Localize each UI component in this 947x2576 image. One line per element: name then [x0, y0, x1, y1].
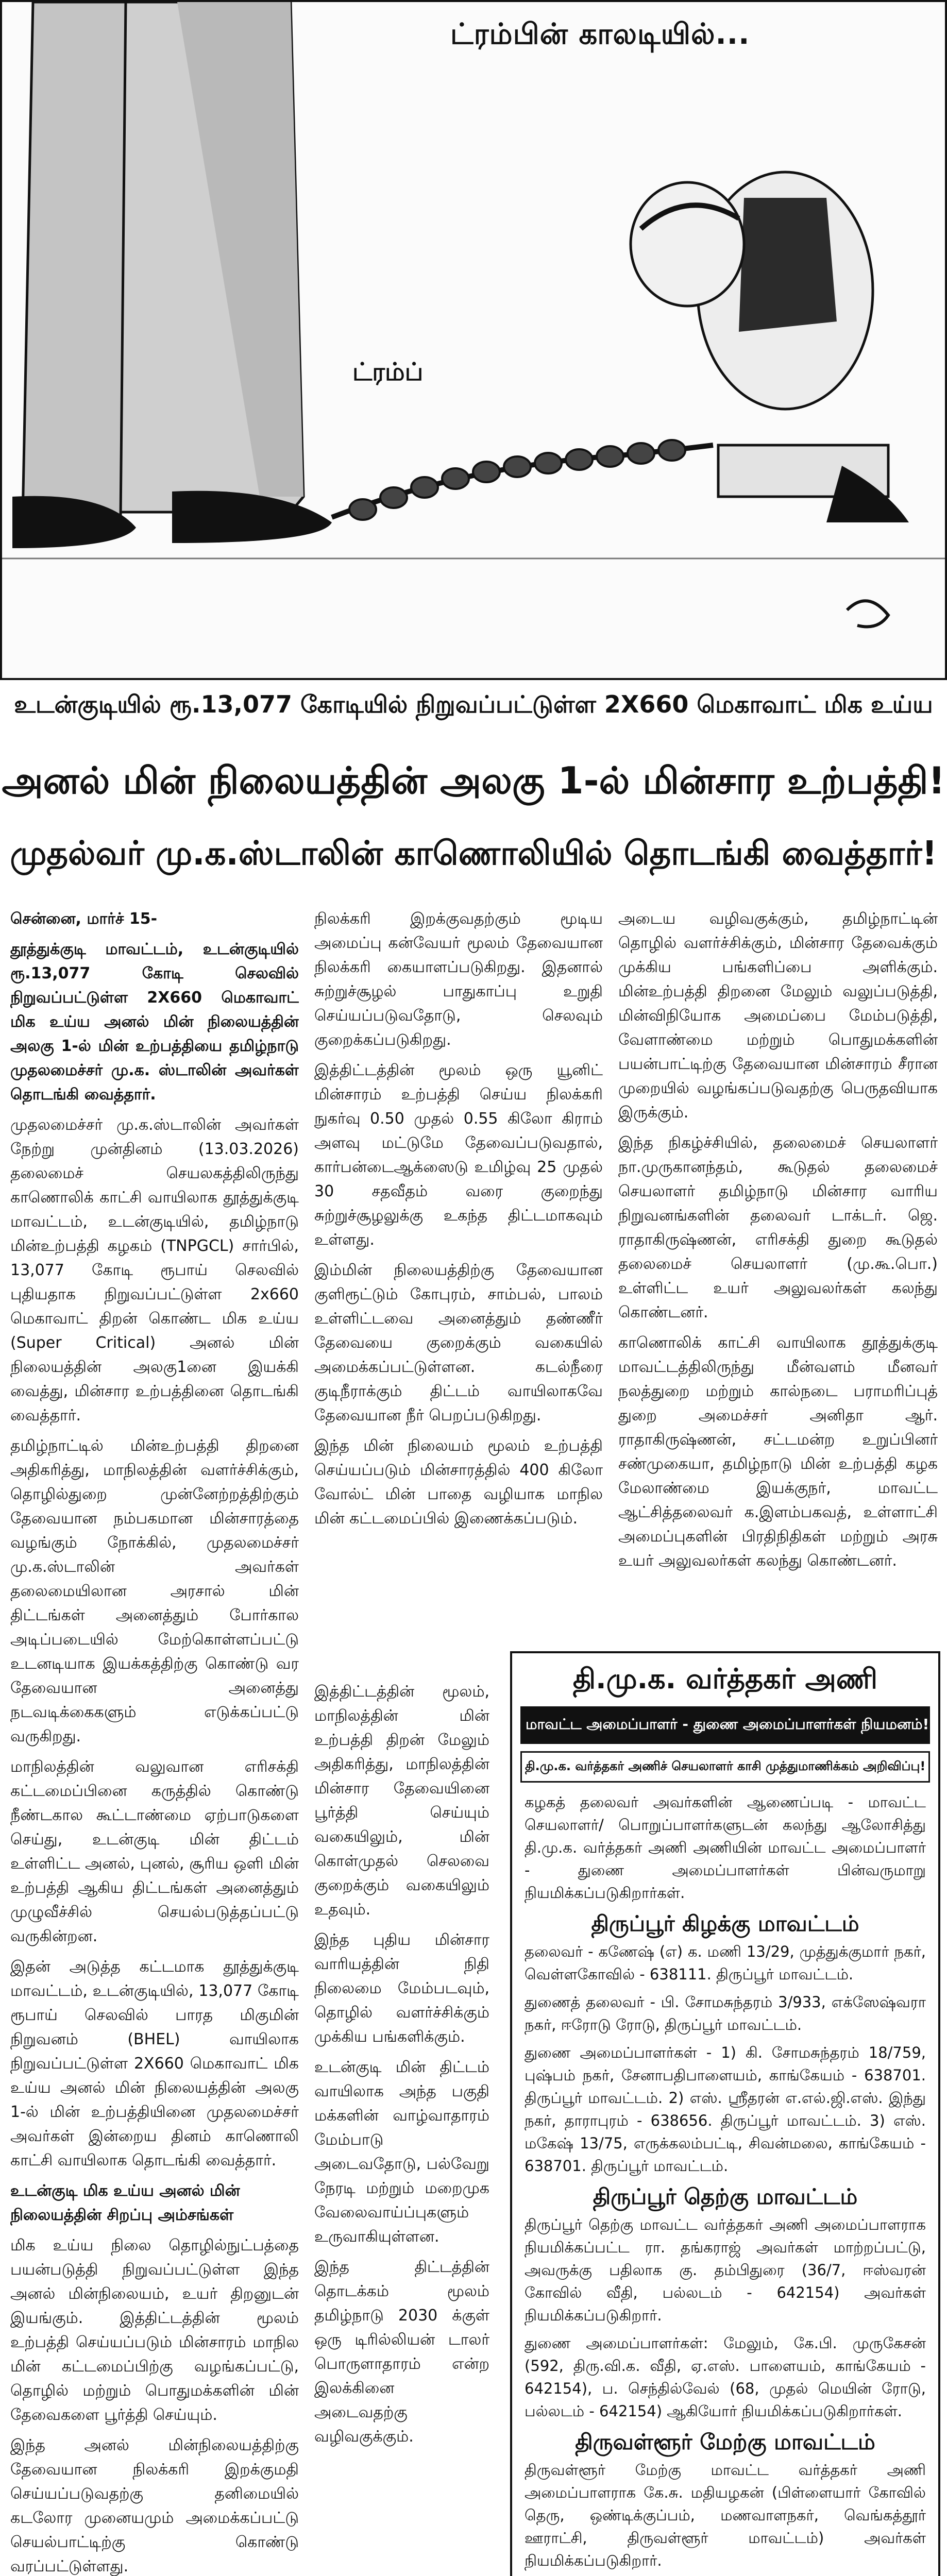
article-paragraph: இந்த நிகழ்ச்சியில், தலைமைச் செயலாளர் நா.முருகானந்தம், கூடுதல் தலைமைச் செயலாளர் தமிழ்நாடு மின்சார வாரிய நிறுவனங்களின் தலைவர் டாக்டர். ஜெ. ராதாகிருஷ்ணன், எரிசக்தி துறை கூடுதல் தலைமைச் செயலாளர் (மு.கூ.பொ.) உள்ளிட்ட உயர் அலுவலர்கள் கலந்து கொண்டனர். [618, 1134, 938, 1321]
district-heading: திருப்பூர் கிழக்கு மாவட்டம் [591, 1911, 859, 1936]
article-paragraph: உடன்குடி மின் திட்டம் வாயிலாக அந்த பகுதி மக்களின் வாழ்வாதாரம் மேம்பாடு அடைவதோடு, பல்வேறு நேரடி மற்றும் மறைமுக வேலைவாய்ப்புகளும் உருவாகியுள்ளன. [314, 2058, 489, 2246]
kneeling-man-head [631, 182, 744, 306]
district-paragraph: திருவள்ளூர் மேற்கு மாவட்ட வர்த்தகர் அணி அமைப்பாளராக கே.சு. மதியழகன் (பிள்ளையார் கோவில் தெரு, ஒண்டிக்குப்பம், மணவாளநகர், வெங்கத்தூர் ஊராட்சி, திருவள்ளூர் மாவட்டம்) அவர்கள் நியமிக்கப்படுகிறார். [525, 2461, 926, 2569]
article-paragraph: மிக உய்ய நிலை தொழில்நுட்பத்தை பயன்படுத்தி நிறுவப்பட்டுள்ள இந்த அனல் மின்நிலையம், உயர் திறனுடன் இயங்கும். இத்திட்டத்தின் மூலம் உற்பத்தி செய்யப்படும் மின்சாரம் மாநில மின் கட்டமைப்பிற்கு வழங்கப்பட்டு, தொழில் மற்றும் பொதுமக்களின் மின் தேவைகளை பூர்த்தி செய்யும். [10, 2236, 299, 2424]
trump-label: ட்ரம்ப் [352, 358, 424, 386]
article-column-1 [10, 907, 299, 2576]
editorial-cartoon [0, 0, 947, 680]
article-paragraph: இந்த திட்டத்தின் தொடக்கம் மூலம் தமிழ்நாடு 2030 க்குள் ஒரு டிரில்லியன் டாலர் பொருளாதாரம் என்ற இலக்கினை அடைவதற்கு வழிவகுக்கும். [314, 2258, 489, 2446]
district-paragraph: திருப்பூர் தெற்கு மாவட்ட வர்த்தகர் அணி அமைப்பாளராக நியமிக்கப்பட்ட ரா. தங்கராஜ் அவர்கள் மாற்றப்பட்டு, அவருக்கு பதிலாக கு. தம்பிதுரை (36/7, ஈஸ்வரன் கோவில் வீதி, பல்லடம் - 642154) அவர்கள் நியமிக்கப்படுகிறார். [525, 2216, 926, 2324]
article-paragraph: இந்த மின் நிலையம் மூலம் உற்பத்தி செய்யப்படும் மின்சாரத்தில் 400 கிலோ வோல்ட் மின் பாதை வழியாக மாநில மின் கட்டமைப்பில் இணைக்கப்படும். [314, 1437, 603, 1528]
article-subhead: உடன்குடி மிக உய்ய அனல் மின் நிலையத்தின் சிறப்பு அம்சங்கள் [10, 2182, 240, 2224]
article-paragraph: இத்திட்டத்தின் மூலம் ஒரு யூனிட் மின்சாரம் உற்பத்தி செய்ய நிலக்கரி நுகர்வு 0.50 முதல் 0.55 கிலோ கிராம் அளவு மட்டுமே தேவைப்படுவதால், கார்பன்டைஆக்ஸைடு உமிழ்வு 25 முதல் 30 சதவீதம் வரை குறைந்து சுற்றுச்சூழலுக்கு உகந்த திட்டமாகவும் உள்ளது. [314, 1061, 603, 1249]
article-dateline: சென்னை, மார்ச் 15- [10, 910, 158, 928]
main-headline: அனல் மின் நிலையத்தின் அலகு 1-ல் மின்சார உற்பத்தி! [2, 759, 945, 802]
headline-kicker: உடன்குடியில் ரூ.13,077 கோடியில் நிறுவப்பட்டுள்ள 2X660 மெகாவாட் மிக உய்ய [14, 690, 933, 718]
article-paragraph: மாநிலத்தின் வலுவான எரிசக்தி கட்டமைப்பினை கருத்தில் கொண்டு நீண்டகால கூட்டாண்மை ஏற்பாடுகளை செய்து, உடன்குடி மின் திட்டம் உள்ளிட்ட அனல், புனல், சூரிய ஒளி மின் உற்பத்தி ஆகிய திட்டங்கள் அனைத்தும் முழுவீச்சில் செயல்படுத்தப்பட்டு வருகின்றன. [10, 1758, 299, 1945]
notice-headline: மாவட்ட அமைப்பாளர் - துணை அமைப்பாளர்கள் நியமனம்! [520, 1706, 930, 1744]
article-paragraph: முதலமைச்சர் மு.க.ஸ்டாலின் அவர்கள் நேற்று முன்தினம் (13.03.2026) தலைமைச் செயலகத்திலிருந்து காணொலிக் காட்சி வாயிலாக தூத்துக்குடி மாவட்டம், உடன்குடியில், தமிழ்நாடு மின்உற்பத்தி கழகம் (TNPGCL) சார்பில், 13,077 கோடி ரூபாய் செலவில் புதியதாக நிறுவப்பட்டுள்ள 2x660 மெகாவாட் திறன் கொண்ட மிக உய்ய (Super Critical) அனல் மின் நிலையத்தின் அலகு1னை இயக்கி வைத்து, மின்சார உற்பத்தினை தொடங்கி வைத்தார். [10, 1116, 299, 1425]
article-column-2-narrow [314, 1680, 489, 2576]
article-column-2 [314, 907, 603, 1643]
article-paragraph: தமிழ்நாட்டில் மின்உற்பத்தி திறனை அதிகரித்து, மாநிலத்தின் வளர்ச்சிக்கும், தொழில்துறை முன்னேற்றத்திற்கும் தேவையான நம்பகமான மின்சாரத்தை வழங்கும் நோக்கில், முதலமைச்சர் மு.க.ஸ்டாலின் அவர்கள் தலைமையிலான அரசால் மின் திட்டங்கள் அனைத்தும் போர்கால அடிப்படையில் மேற்கொள்ளப்பட்டு உடனடியாக இயக்கத்திற்கு கொண்டு வர தேவையான அனைத்து நடவடிக்கைகளும் எடுக்கப்பட்டு வருகிறது. [10, 1437, 299, 1745]
article-paragraph: நிலக்கரி இறக்குவதற்கும் மூடிய அமைப்பு கன்வேயர் மூலம் தேவையான நிலக்கரி கையாளப்படுகிறது. இதனால் சுற்றுச்சூழல் பாதுகாப்பு உறுதி செய்யப்படுவதோடு, செலவும் குறைக்கப்படுகிறது. [314, 910, 603, 1049]
spine-vertebrae [349, 440, 685, 520]
district-paragraph: துணை அமைப்பாளர்கள் - 1) கி. சோமசுந்தரம் 18/759, புஷ்பம் நகர், சேனாபதிபாளையம், காங்கேயம் - 638701. திருப்பூர் மாவட்டம். 2) எஸ். ஸ்ரீதரன் எ.எல்.ஜி.எஸ். இந்து நகர், தாராபுரம் - 638656. திருப்பூர் மாவட்டம். 3) எஸ். மகேஷ் 13/75, எருக்கலம்பட்டி, சிவன்மலை, காங்கேயம் - 638701. திருப்பூர் மாவட்டம். [525, 2044, 926, 2175]
article-paragraph: அடைய வழிவகுக்கும், தமிழ்நாட்டின் தொழில் வளர்ச்சிக்கும், மின்சார தேவைக்கும் முக்கிய பங்களிப்பை அளிக்கும். மின்உற்பத்தி திறனை மேலும் வலுப்படுத்தி, மின்விநியோக அமைப்பை மேம்படுத்தி, வேளாண்மை மற்றும் பொதுமக்களின் பயன்பாட்டிற்கு தேவையான மின்சாரம் சீரான முறையில் வழங்கப்படுவதற்கு பெருதவியாக இருக்கும். [618, 910, 938, 1122]
district-heading: திருப்பூர் தெற்கு மாவட்டம் [593, 2184, 858, 2209]
trump-shoe-front [172, 491, 332, 543]
article-paragraph: இந்த புதிய மின்சார வாரியத்தின் நிதி நிலைமை மேம்படவும், தொழில் வளர்ச்சிக்கும் முக்கிய பங்களிக்கும். [314, 1931, 489, 2046]
article-column-3 [618, 907, 938, 1643]
notice-brand: தி.மு.க. வர்த்தகர் அணி [572, 1663, 878, 1695]
trump-leg-back [23, 2, 126, 517]
article-paragraph: இதன் அடுத்த கட்டமாக தூத்துக்குடி மாவட்டம், உடன்குடியில், 13,077 கோடி ரூபாய் செலவில் பாரத மிகுமின் நிறுவனம் (BHEL) வாயிலாக நிறுவப்பட்டுள்ள 2X660 மெகாவாட் மிக உய்ய அனல் மின் நிலையத்தின் அலகு 1-ல் மின் உற்பத்தியினை முதலமைச்சர் அவர்கள் இன்றைய தினம் காணொலி காட்சி வாயிலாக தொடங்கி வைத்தார். [10, 1958, 299, 2170]
artist-signature [847, 601, 888, 626]
district-paragraph: துணைத் தலைவர் - பி. சோமசுந்தரம் 3/933, எக்ஸேஷ்வரா நகர், ஈரோடு ரோடு, திருப்பூர் மாவட்டம். [525, 1993, 926, 2033]
article-paragraph: இம்மின் நிலையத்திற்கு தேவையான குளிரூட்டும் கோபுரம், சாம்பல், பாலம் உள்ளிட்டவை அனைத்தும் தண்ணீர் தேவையை குறைக்கும் வகையில் அமைக்கப்பட்டுள்ளன. கடல்நீரை குடிநீராக்கும் திட்டம் வாயிலாகவே தேவையான நீர் பெறப்படுகிறது. [314, 1261, 603, 1425]
article-lead: தூத்துக்குடி மாவட்டம், உடன்குடியில் ரூ.13,077 கோடி செலவில் நிறுவப்பட்டுள்ள 2X660 மெகாவாட் மிக உய்ய அனல் மின் நிலையத்தின் அலகு 1-ல் மின் உற்பத்தியை தமிழ்நாடு முதலமைச்சர் மு.க. ஸ்டாலின் அவர்கள் தொடங்கி வைத்தார். [10, 940, 299, 1104]
article-paragraph: காணொலிக் காட்சி வாயிலாக தூத்துக்குடி மாவட்டத்திலிருந்து மீன்வளம் மீனவர் நலத்துறை மற்றும் கால்நடை பராமரிப்புத் துறை அமைச்சர் அனிதா ஆர். ராதாகிருஷ்ணன், சட்டமன்ற உறுப்பினர் சண்முகையா, தமிழ்நாடு மின் உற்பத்தி கழக மேலாண்மை இயக்குநர், மாவட்ட ஆட்சித்தலைவர் க.இளம்பகவத், உள்ளாட்சி அமைப்புகளின் பிரதிநிதிகள் மற்றும் அரசு உயர் அலுவலர்கள் கலந்து கொண்டனர். [618, 1334, 938, 1570]
notice-intro: கழகத் தலைவர் அவர்களின் ஆணைப்படி - மாவட்ட செயலாளர்/ பொறுப்பாளர்களுடன் கலந்து ஆலோசித்து தி.மு.க. வர்த்தகர் அணி அணியின் மாவட்ட அமைப்பாளர் - துணை அமைப்பாளர்கள் பின்வருமாறு நியமிக்கப்படுகிறார்கள். [525, 1793, 926, 1902]
cartoon-illustration [2, 2, 947, 680]
district-paragraph: துணை அமைப்பாளர்கள்: மேலும், கே.பி. முருகேசன் (592, திரு.வி.க. வீதி, ஏ.எஸ். பாளையம், காங்கேயம் - 642154), ப. செந்தில்வேல் (68, முதல் மெயின் ரோடு, பல்லடம் - 642154) ஆகியோர் நியமிக்கப்படுகிறார்கள். [525, 2334, 926, 2420]
kneeling-man-vest [739, 198, 837, 332]
district-heading: திருவள்ளூர் மேற்கு மாவட்டம் [575, 2429, 875, 2454]
cartoon-caption: ட்ரம்பின் காலடியில்... [450, 18, 750, 51]
notice-announcement: தி.மு.க. வர்த்தகர் அணிச் செயலாளர் காசி முத்துமாணிக்கம் அறிவிப்பு! [520, 1751, 930, 1783]
party-notice-box [510, 1651, 940, 2576]
district-paragraph: தலைவர் - கணேஷ் (எ) க. மணி 13/29, முத்துக்குமார் நகர், வெள்ளகோவில் - 638111. திருப்பூர் மாவட்டம். [525, 1943, 926, 1983]
article-paragraph: இத்திட்டத்தின் மூலம், மாநிலத்தின் மின் உற்பத்தி திறன் மேலும் அதிகரித்து, மாநிலத்தின் மின்சார தேவையினை பூர்த்தி செய்யும் வகையிலும், மின் கொள்முதல் செலவை குறைக்கும் வகையிலும் உதவும். [314, 1683, 489, 1919]
article-paragraph: இந்த அனல் மின்நிலையத்திற்கு தேவையான நிலக்கரி இறக்குமதி செய்யப்படுவதற்கு தனிமையில் கடலோர முனையமும் அமைக்கப்பட்டு செயல்பாட்டிற்கு கொண்டு வரப்பட்டுள்ளது. [10, 2436, 299, 2575]
sub-headline: முதல்வர் மு.க.ஸ்டாலின் காணொலியில் தொடங்கி வைத்தார்! [10, 835, 937, 873]
notice-body [512, 1783, 938, 2576]
